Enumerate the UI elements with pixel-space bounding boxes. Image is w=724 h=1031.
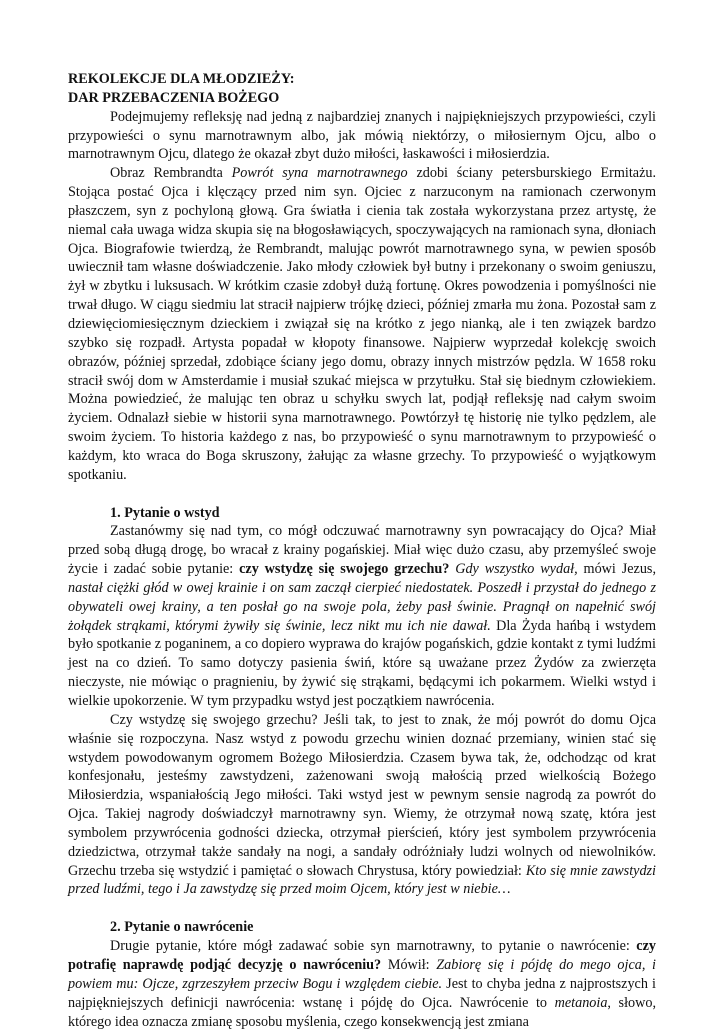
title-line-1: REKOLEKCJE DLA MŁODZIEŻY: — [68, 71, 295, 87]
section-1-heading: 1. Pytanie o wstyd — [110, 504, 220, 521]
section-1-paragraph-1 — [68, 522, 656, 710]
intro-paragraph-1: Podejmujemy refleksję nad jedną z najbardziej znanych i najpiękniejszych przypowieści, czyli przypowieści o synu marnotrawnym albo, jak mówią niektórzy, o miłosiernym Ojcu, albo o marnotrawnym Ojcu, dlatego że okazał zbyt dużo miłości, łaskawości i miłosierdzia. — [68, 108, 656, 163]
conversion-question: czy potrafię naprawdę podjąć decyzję o nawróceniu? — [68, 938, 656, 973]
text-segment: Dla Żyda hańbą i wstydem było spotkanie z poganinem, a co dopiero wyprawa do krajów pogańskich, gdzie kontakt z tymi ludźmi jest na co dzień. To samo dotyczy pasienia świń, które są uważane przez Żydów za zwierzęta nieczyste, nie mówiąc o pragnieniu, by żywić się strąkami, będącymi ich pokarmem. Wielki wstyd i wielkie upokorzenie. W tym przypadku wstyd jest początkiem nawrócenia. — [68, 617, 656, 709]
text-segment: , słowo, którego idea oznacza zmianę sposobu myślenia, czego konsekwencją jest zmiana — [68, 994, 656, 1030]
gospel-quote: Zabiorę się i pójdę do mego ojca, i powiem mu: Ojcze, zgrzeszyłem przeciw Bogu i względem ciebie. — [68, 956, 657, 992]
section-2-paragraph-1 — [68, 937, 656, 1031]
text-segment: Mówił: — [381, 956, 437, 973]
text-segment: Zastanówmy się nad tym, co mógł odczuwać marnotrawny syn powracający do Ojca? Miał przed sobą długą drogę, bo wracał z krainy pogańskiej. Miał więc dużo czasu, aby przemyśleć swoje życie i zadać sobie pytanie: — [68, 523, 656, 578]
metanoia-term: metanoia — [554, 994, 608, 1011]
gospel-quote: Kto się mnie zawstydzi przed ludźmi, tego i Ja zawstydzę się przed moim Ojcem, który jest w niebie… — [68, 862, 656, 898]
title-line-2: DAR PRZEBACZENIA BOŻEGO — [68, 89, 280, 106]
gospel-quote: Gdy wszystko wydał, — [455, 561, 578, 578]
section-1-paragraph-2 — [68, 711, 656, 899]
spacer — [68, 485, 656, 504]
text-segment: Czy wstydzę się swojego grzechu? Jeśli tak, to jest to znak, że mój powrót do domu Ojca właśnie się rozpoczyna. Nasz wstyd z powodu grzechu winien doznać przemiany, winien stać się wstydem powodowanym ogromem Bożego Miłosierdzia. Czasem bywa tak, że, odchodząc od krat konfesjonału, jesteśmy zawstydzeni, zażenowani swoją małością przed wielkością Bożego Miłosierdzia, wspaniałością Jego miłości. Taki wstyd jest w pewnym sensie nagrodą za powrót do Ojca. Takiej nagrody doświadczył marnotrawny syn. Wiemy, że otrzymał nową szatę, która jest symbolem przywrócenia godności dziecka, otrzymał pierścień, który jest symbolem przywrócenia dziedzictwa, otrzymał także sandały na nogi, a sandały odróżniały ludzi wolnych od niewolników. Grzechu trzeba się wstydzić i pamiętać o słowach Chrystusa, który powiedział: — [68, 711, 656, 879]
text-segment: zdobi ściany petersburskiego Ermitażu. Stojąca postać Ojca i klęczący przed nim syn. Ojciec z narzuconym na ramionach czerwonym płaszczem, syn z pochyloną głową. Gra światła i cienia tak została wykorzystana przez artystę, że niemal cała uwaga widza skupia się na błogosławiących, spoczywających na ramionach syna, dłoniach Ojca. Biografowie twierdzą, że Rembrandt, malując powrót marnotrawnego syna, w pewien sposób uwiecznił tam własne doświadczenie. Jako młody człowiek był butny i przekonany o swoim geniuszu, żył w zbytku i luksusach. W krótkim czasie zdobył dużą fortunę. Okres powodzenia i pomyślności nie trwał długo. W ciągu siedmiu lat stracił najpierw trójkę dzieci, później zmarła mu żona. Pozostał sam z dziewięciomiesięcznym dzieckiem i związał się na krótko z jego nianką, ale i ten związek bardzo szybko się rozpadł. Artysta popadał w kłopoty finansowe. Najpierw wyprzedał kolekcję swoich obrazów, później sprzedał, zdobiące ściany jego domu, obrazy innych mistrzów pędzla. W 1658 roku stracił swój dom w Amsterdamie i musiał szukać miejsca w przytułku. Stał się biednym człowiekiem. Można powiedzieć, że malując ten obraz u schyłku swych lat, podjął refleksję nad całym swoim życiem. Odnalazł siebie w historii syna marnotrawnego. Powtórzył tę historię nie tylko pędzlem, ale swoim życiem. To historia każdego z nas, bo przypowieść o synu marnotrawnym to przypowieść o każdym, kto wraca do Boga skruszony, żałując za własne grzechy. To przypowieść o wyjątkowym spotkaniu. — [68, 165, 657, 483]
shame-question: czy wstydzę się swojego grzechu? — [239, 561, 450, 578]
text-segment: Drugie pytanie, które mógł zadawać sobie syn marnotrawny, to pytanie o nawrócenie: — [110, 938, 637, 955]
text-segment: Jest to chyba jedna z najprostszych i najpiękniejszych definicji nawrócenia: wstanę i pójdę do Ojca. Nawrócenie to — [68, 975, 656, 1011]
gospel-quote: nastał ciężki głód w owej krainie i on sam zaczął cierpieć niedostatek. Poszedł i przystał do jednego z obywateli owej krainy, a ten posłał go na swoje pola, żeby pasł świnie. Pragnął on napełnić swój żołądek strąkami, którymi żywiły się świnie, lecz nikt mu ich nie dawał. — [68, 579, 656, 634]
text-segment: Obraz Rembrandta — [110, 165, 232, 182]
section-2-heading: 2. Pytanie o nawrócenie — [110, 919, 254, 936]
spacer — [68, 899, 656, 918]
painting-title: Powrót syna marnotrawnego — [231, 165, 408, 182]
intro-paragraph-2 — [68, 164, 656, 484]
text-segment: mówi Jezus, — [577, 561, 656, 578]
